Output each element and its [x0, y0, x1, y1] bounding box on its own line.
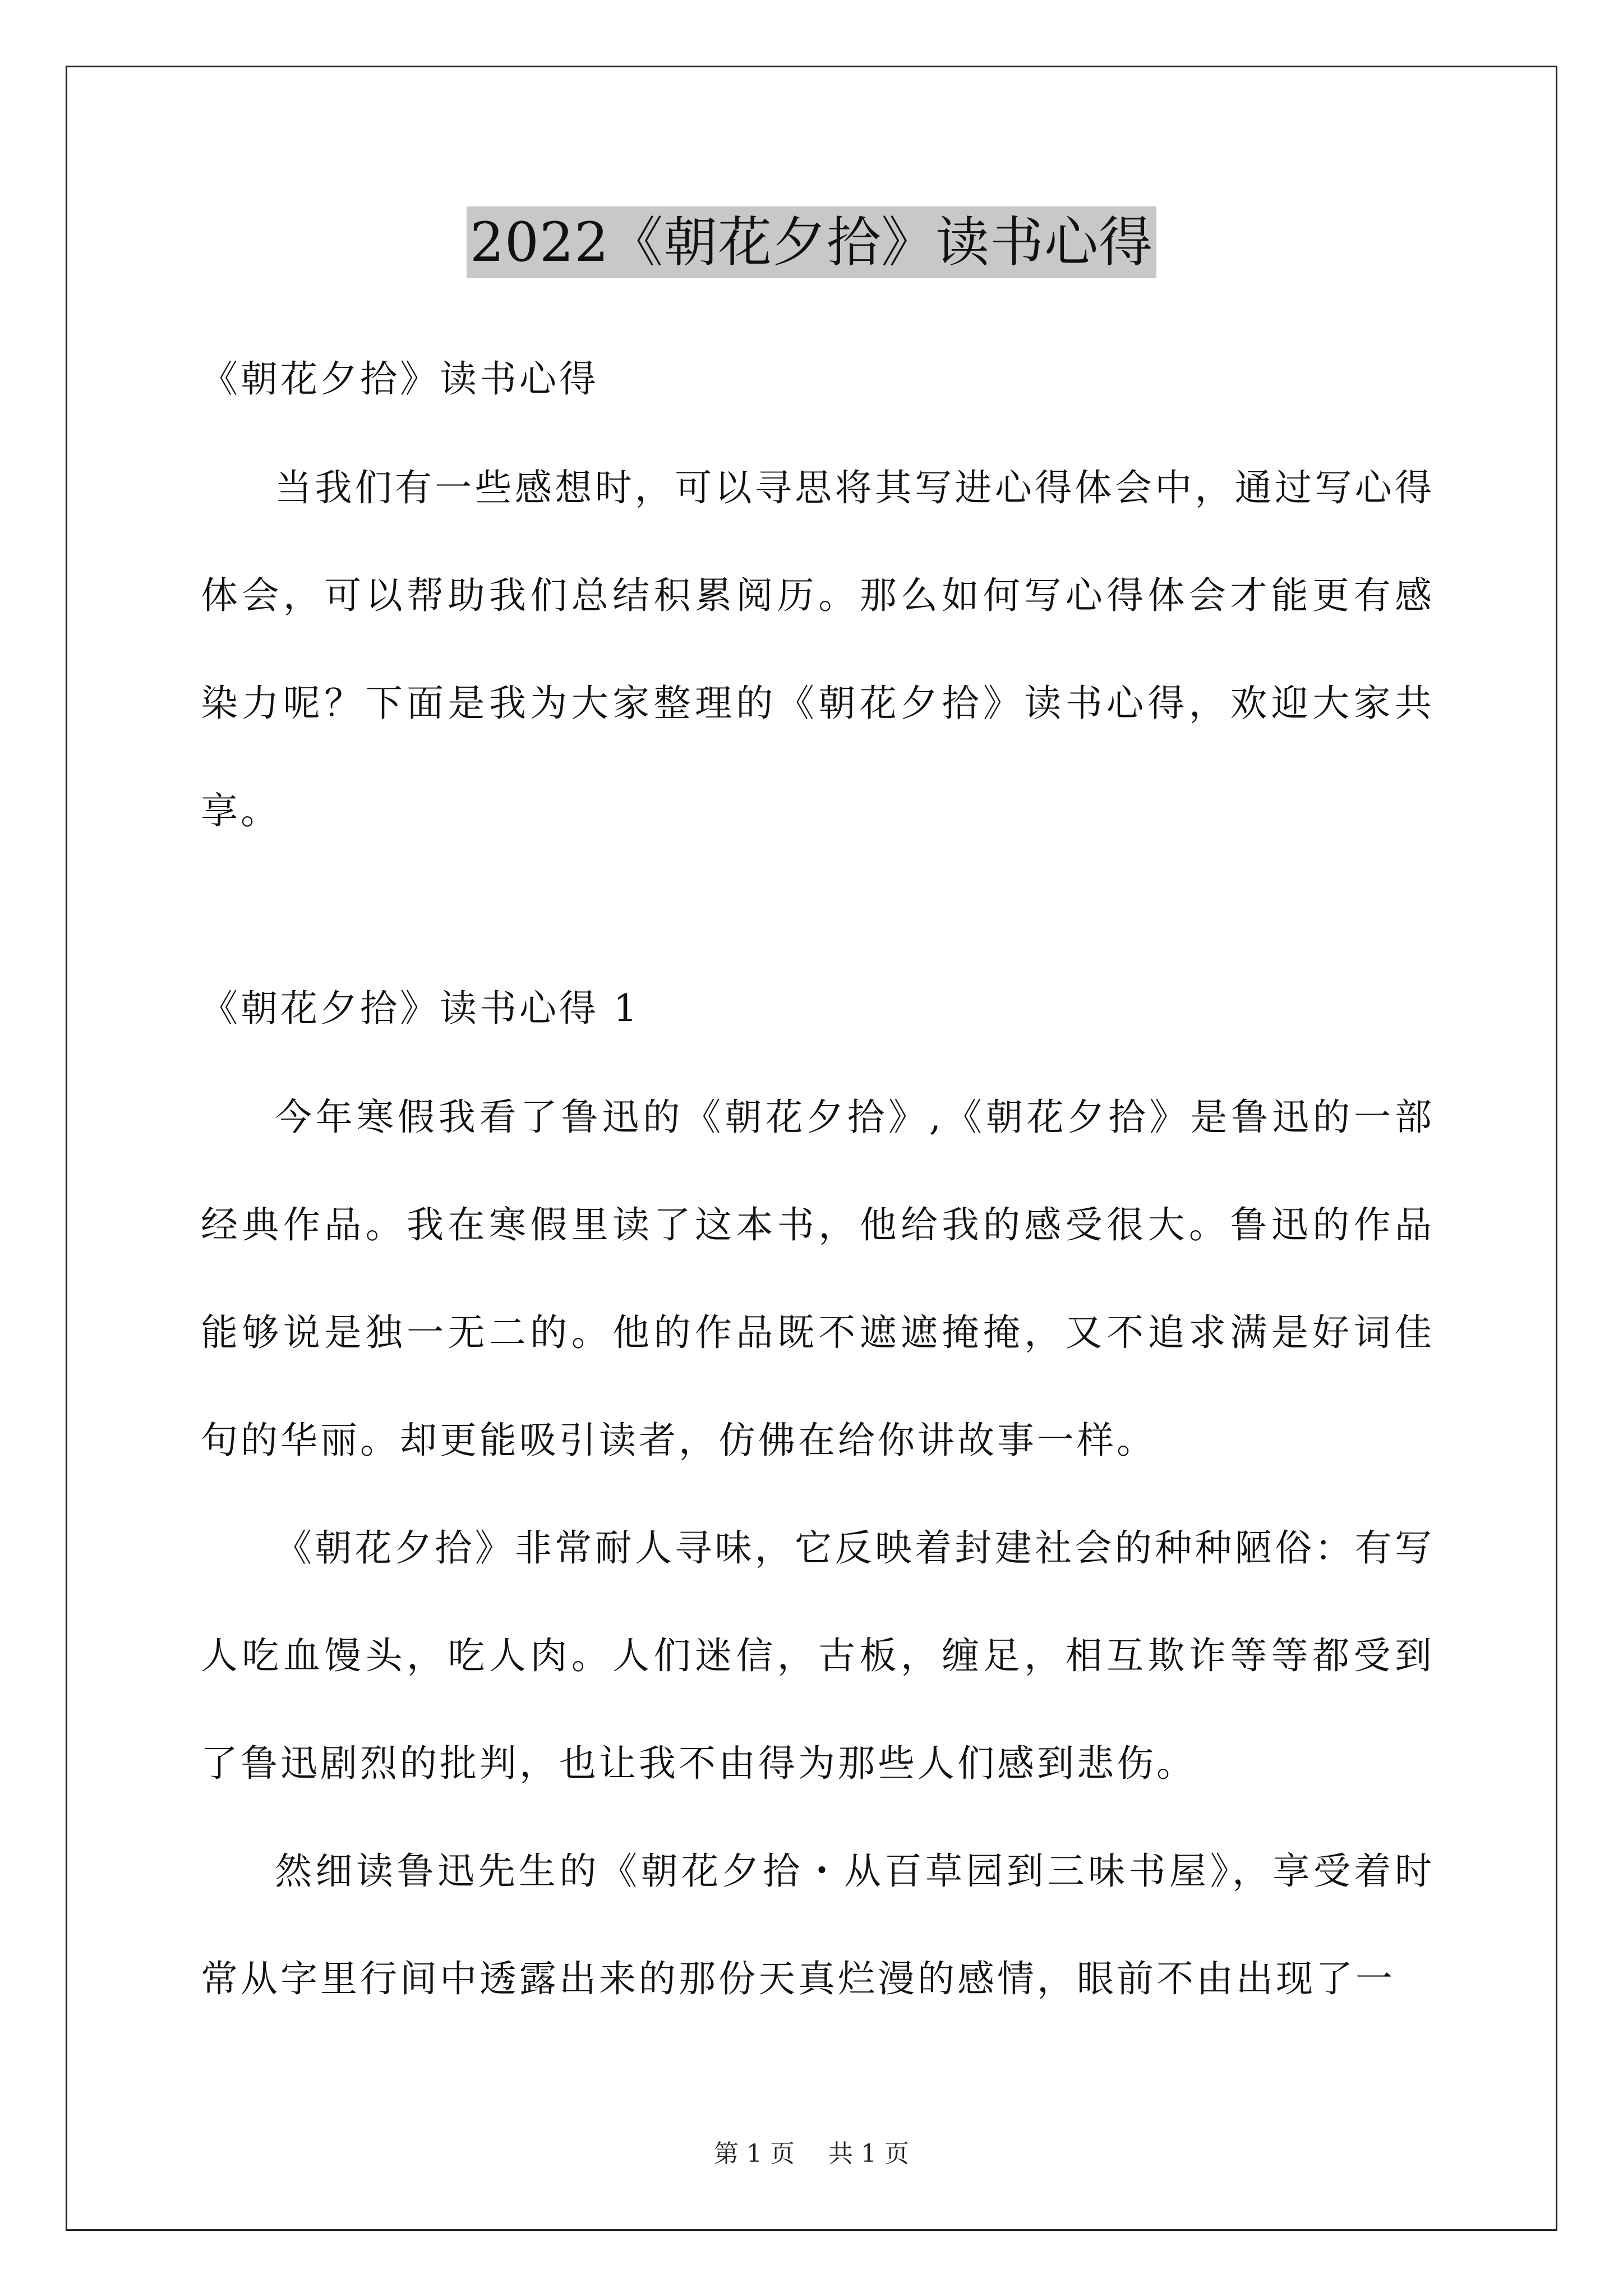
section-heading: 《朝花夕拾》读书心得 1: [201, 987, 640, 1030]
document-body: [201, 342, 1435, 2033]
body-paragraph: 今年寒假我看了鲁迅的《朝花夕拾》,《朝花夕拾》是鲁迅的一部经典作品。我在寒假里读了这本书，他给我的感受很大。鲁迅的作品能够说是独一无二的。他的作品既不遮遮掩掩，又不追求满是好词佳句的华丽。却更能吸引读者，仿佛在给你讲故事一样。: [201, 1096, 1435, 1462]
document-subtitle: 《朝花夕拾》读书心得: [201, 357, 599, 401]
document-title: 2022《朝花夕拾》读书心得: [467, 206, 1156, 278]
intro-paragraph: 当我们有一些感想时，可以寻思将其写进心得体会中，通过写心得体会，可以帮助我们总结积累阅历。那么如何写心得体会才能更有感染力呢？下面是我为大家整理的《朝花夕拾》读书心得，欢迎大家共享。: [201, 466, 1435, 832]
title-wrap: [0, 206, 1623, 278]
body-paragraph: 然细读鲁迅先生的《朝花夕拾・从百草园到三味书屋》，享受着时常从字里行间中透露出来的那份天真烂漫的感情，眼前不由出现了一: [201, 1849, 1435, 2000]
page-number: 第 1 页: [714, 2139, 795, 2168]
body-paragraph: 《朝花夕拾》非常耐人寻味，它反映着封建社会的种种陋俗：有写人吃血馒头，吃人肉。人们迷信，古板，缠足，相互欺诈等等都受到了鲁迅剧烈的批判，也让我不由得为那些人们感到悲伤。: [201, 1526, 1435, 1785]
page-total: 共 1 页: [828, 2139, 909, 2168]
page-footer: [0, 2137, 1623, 2171]
